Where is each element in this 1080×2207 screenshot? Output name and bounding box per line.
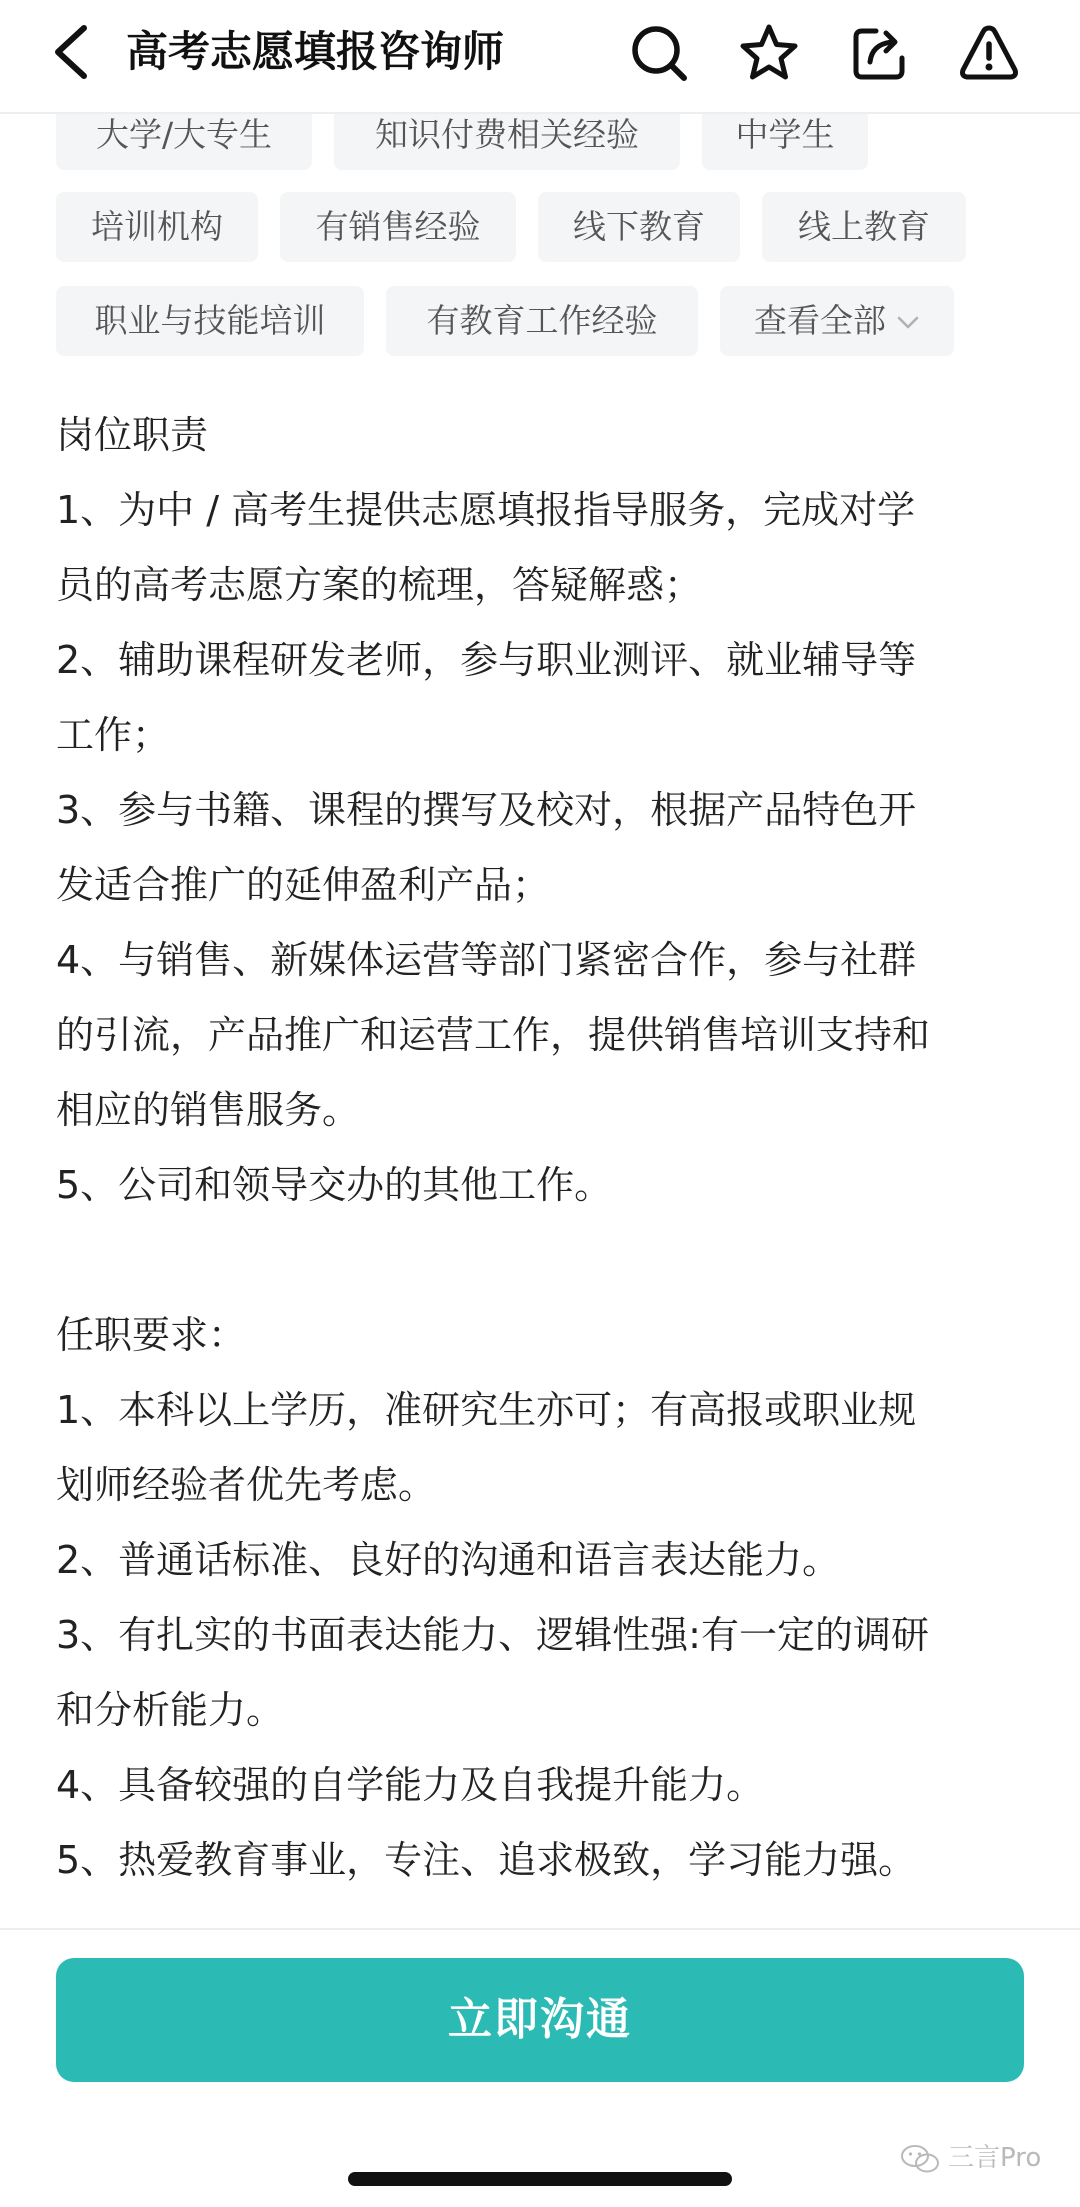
share-button[interactable] — [848, 22, 910, 84]
description-line: 2、普通话标准、良好的沟通和语言表达能力。 — [56, 1538, 841, 1582]
description-line: 1、为中 / 高考生提供志愿填报指导服务，完成对学 — [56, 488, 916, 532]
watermark-text: 三言Pro — [948, 2143, 1042, 2173]
home-indicator[interactable] — [348, 2172, 732, 2186]
description-line: 相应的销售服务。 — [56, 1088, 361, 1132]
search-button[interactable] — [628, 22, 690, 84]
description-line: 的引流，产品推广和运营工作，提供销售培训支持和 — [56, 1013, 931, 1057]
description-line: 4、与销售、新媒体运营等部门紧密合作，参与社群 — [56, 938, 917, 982]
description-line: 工作； — [56, 713, 171, 757]
description-line: 4、具备较强的自学能力及自我提升能力。 — [56, 1763, 765, 1807]
top-nav-bar — [0, 0, 1080, 114]
tag-item: 中学生 — [702, 100, 868, 170]
chevron-down-icon — [896, 285, 920, 355]
view-all-tags-button[interactable] — [720, 286, 954, 356]
description-line: 3、有扎实的书面表达能力、逻辑性强:有一定的调研 — [56, 1613, 929, 1657]
description-line: 发适合推广的延伸盈利产品； — [56, 863, 551, 907]
share-icon — [848, 22, 910, 84]
tag-item: 有销售经验 — [280, 192, 516, 262]
description-line: 5、公司和领导交办的其他工作。 — [56, 1163, 613, 1207]
blank-line — [56, 1223, 1016, 1298]
report-button[interactable] — [958, 22, 1020, 84]
tag-item: 职业与技能培训 — [56, 286, 364, 356]
description-line: 和分析能力。 — [56, 1688, 285, 1732]
back-button[interactable] — [46, 22, 102, 82]
watermark — [900, 2140, 1041, 2176]
tag-item: 培训机构 — [56, 192, 258, 262]
description-line: 5、热爱教育事业，专注、追求极致，学习能力强。 — [56, 1838, 917, 1882]
star-icon — [738, 22, 800, 84]
wechat-icon — [900, 2143, 940, 2175]
favorite-button[interactable] — [738, 22, 800, 84]
chevron-left-icon — [46, 22, 102, 82]
view-all-label: 查看全部 — [754, 301, 886, 340]
job-description — [56, 398, 1016, 1898]
alert-icon — [958, 22, 1020, 84]
tag-item: 有教育工作经验 — [386, 286, 698, 356]
tag-item: 知识付费相关经验 — [334, 100, 680, 170]
description-line: 1、本科以上学历，准研究生亦可；有高报或职业规 — [56, 1388, 917, 1432]
tag-item: 线下教育 — [538, 192, 740, 262]
description-line: 划师经验者优先考虑。 — [56, 1463, 437, 1507]
chat-now-button[interactable]: 立即沟通 — [56, 1958, 1024, 2082]
tag-item: 大学/大专生 — [56, 100, 312, 170]
section-heading: 岗位职责 — [56, 413, 209, 457]
tag-item: 线上教育 — [762, 192, 966, 262]
description-line: 2、辅助课程研发老师，参与职业测评、就业辅导等 — [56, 638, 917, 682]
description-line: 3、参与书籍、课程的撰写及校对，根据产品特色开 — [56, 788, 917, 832]
search-icon — [628, 22, 690, 84]
section-heading: 任职要求： — [56, 1313, 247, 1357]
description-line: 员的高考志愿方案的梳理，答疑解惑； — [56, 563, 703, 607]
page-title: 高考志愿填报咨询师 — [126, 27, 505, 76]
bottom-divider — [0, 1928, 1080, 1930]
